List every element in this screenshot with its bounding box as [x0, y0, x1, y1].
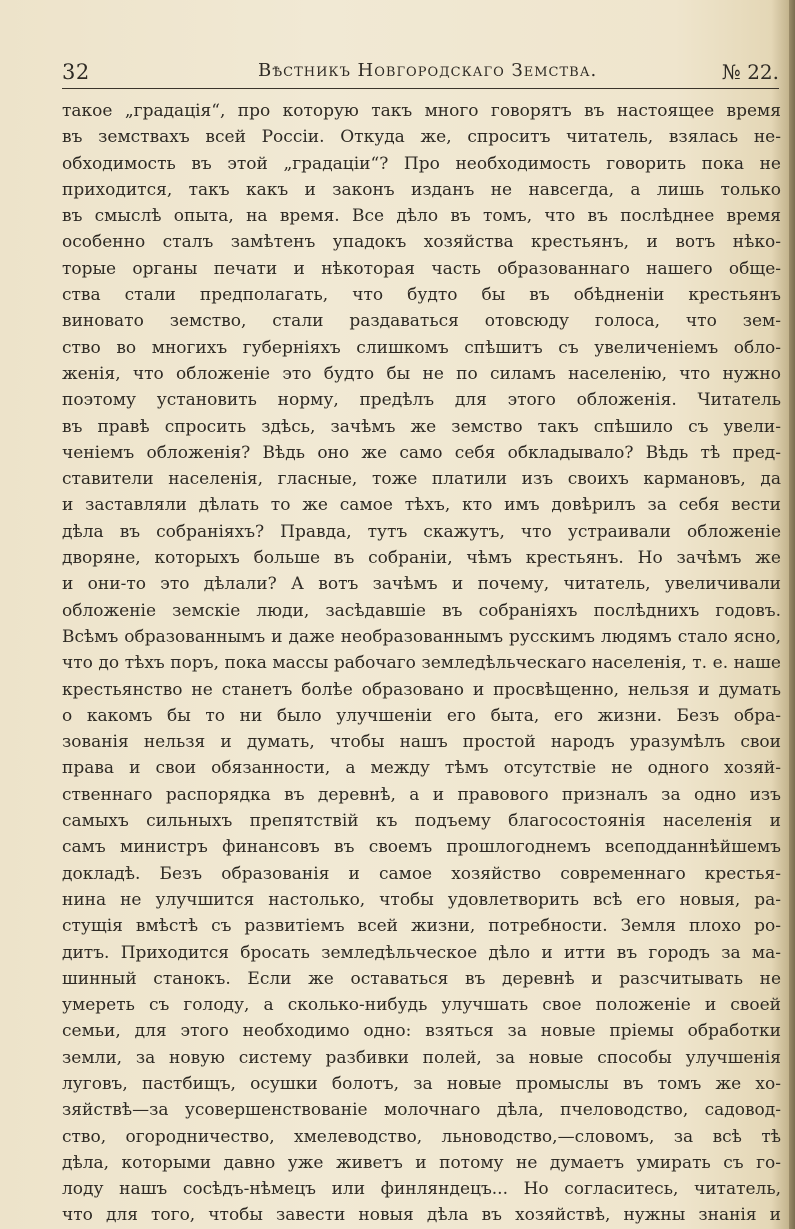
text-line: о какомъ бы то ни было улучшеніи его быта, его жизни. Безъ обра- [62, 705, 781, 726]
text-line: такое „градація“, про которую такъ много говорятъ въ настоящее время [62, 101, 781, 121]
text-line: луговъ, пастбищъ, осушки болотъ, за новые промыслы въ томъ же хо- [62, 1073, 781, 1094]
text-line: дитъ. Приходится бросать земледѣльческое дѣло и итти въ городъ за ма- [62, 942, 781, 963]
page-edge-shadow [789, 0, 795, 1229]
text-line: ство, огородничество, хмелеводство, льноводство,—словомъ, за всѣ тѣ [62, 1126, 781, 1147]
text-line: обходимость въ этой „градаціи“? Про необходимость говорить пока не [62, 153, 781, 174]
header-rule [62, 88, 779, 89]
text-line: ченіемъ обложенія? Вѣдь оно же само себя обкладывало? Вѣдь тѣ пред- [62, 442, 781, 463]
text-line: торые органы печати и нѣкоторая часть образованнаго нашего обще- [62, 258, 781, 279]
text-line: земли, за новую систему разбивки полей, за новые способы улучшенія [62, 1047, 781, 1068]
text-line: шинный станокъ. Если же оставаться въ деревнѣ и разсчитывать не [62, 968, 781, 989]
text-line: ства стали предполагать, что будто бы въ обѣдненіи крестьянъ [62, 285, 781, 306]
text-line: самыхъ сильныхъ препятствій къ подъему благосостоянія населенія и [62, 811, 781, 832]
text-line: женія, что обложеніе это будто бы не по силамъ населенію, что нужно [62, 363, 781, 384]
text-line: дѣла въ собраніяхъ? Правда, тутъ скажутъ, что устраивали обложеніе [62, 521, 781, 542]
text-line: умереть съ голоду, а сколько-нибудь улучшать свое положеніе и своей [62, 995, 781, 1016]
text-line: что до тѣхъ поръ, пока массы рабочаго земледѣльческаго населенія, т. е. наше [62, 653, 781, 674]
text-line: приходится, такъ какъ и законъ изданъ не навсегда, а лишь только [62, 179, 781, 200]
text-line: права и свои обязанности, а между тѣмъ отсутствіе не одного хозяй- [62, 758, 781, 779]
issue-number: № 22. [721, 60, 779, 84]
text-line: въ смыслѣ опыта, на время. Все дѣло въ томъ, что въ послѣднее время [62, 206, 781, 227]
text-line: и они-то это дѣлали? А вотъ зачѣмъ и почему, читатель, увеличивали [62, 574, 781, 595]
body-text [62, 98, 785, 1229]
text-line: докладѣ. Безъ образованія и самое хозяйство современнаго крестья- [62, 863, 781, 884]
text-line: самъ министръ финансовъ въ своемъ прошлогоднемъ всеподданнѣйшемъ [62, 837, 781, 858]
text-line: и заставляли дѣлать то же самое тѣхъ, кто имъ довѣрилъ за себя вести [62, 495, 781, 516]
text-line: особенно сталъ замѣтенъ упадокъ хозяйства крестьянъ, и вотъ нѣко- [62, 232, 781, 253]
text-line: крестьянство не станетъ болѣе образовано и просвѣщенно, нельзя и думать [62, 679, 781, 700]
text-line: поэтому установить норму, предѣлъ для этого обложенія. Читатель [62, 390, 781, 411]
text-line: ственнаго распорядка въ деревнѣ, а и правового призналъ за одно изъ [62, 784, 781, 805]
text-line: зяйствѣ—за усовершенствованіе молочнаго дѣла, пчеловодство, садовод- [62, 1100, 781, 1121]
text-line: нина не улучшится настолько, чтобы удовлетворить всѣ его новыя, ра- [62, 889, 781, 910]
text-line: виновато земство, стали раздаваться отовсюду голоса, что зем- [62, 311, 781, 332]
text-line: зованія нельзя и думать, чтобы нашъ простой народъ уразумѣлъ свои [62, 732, 781, 753]
text-line: ставители населенія, гласные, тоже платили изъ своихъ кармановъ, да [62, 469, 781, 490]
journal-title: Вѣстникъ Новгородскаго Земства. [258, 60, 598, 81]
page-number: 32 [62, 60, 90, 84]
text-line: обложеніе земскіе люди, засѣдавшіе въ собраніяхъ послѣднихъ годовъ. [62, 600, 781, 621]
text-line: ство во многихъ губерніяхъ слишкомъ спѣшитъ съ увеличеніемъ обло- [62, 337, 781, 358]
text-line: дворяне, которыхъ больше въ собраніи, чѣмъ крестьянъ. Но зачѣмъ же [62, 548, 781, 569]
text-line: что для того, чтобы завести новыя дѣла въ хозяйствѣ, нужны знанія и [62, 1205, 781, 1226]
text-line: дѣла, которыми давно уже живетъ и потому не думаетъ умирать съ го- [62, 1152, 781, 1173]
text-line: въ правѣ спросить здѣсь, зачѣмъ же земство такъ спѣшило съ увели- [62, 416, 781, 437]
text-line: Всѣмъ образованнымъ и даже необразованнымъ русскимъ людямъ стало ясно, [62, 626, 781, 647]
text-line: семьи, для этого необходимо одно: взяться за новые пріемы обработки [62, 1021, 781, 1042]
running-header [62, 54, 779, 88]
text-line: въ земствахъ всей Россіи. Откуда же, спроситъ читатель, взялась не- [62, 127, 781, 148]
text-line: стущія вмѣстѣ съ развитіемъ всей жизни, потребности. Земля плохо ро- [62, 916, 781, 937]
text-line: лоду нашъ сосѣдъ-нѣмецъ или финляндецъ... Но согласитесь, читатель, [62, 1179, 781, 1200]
